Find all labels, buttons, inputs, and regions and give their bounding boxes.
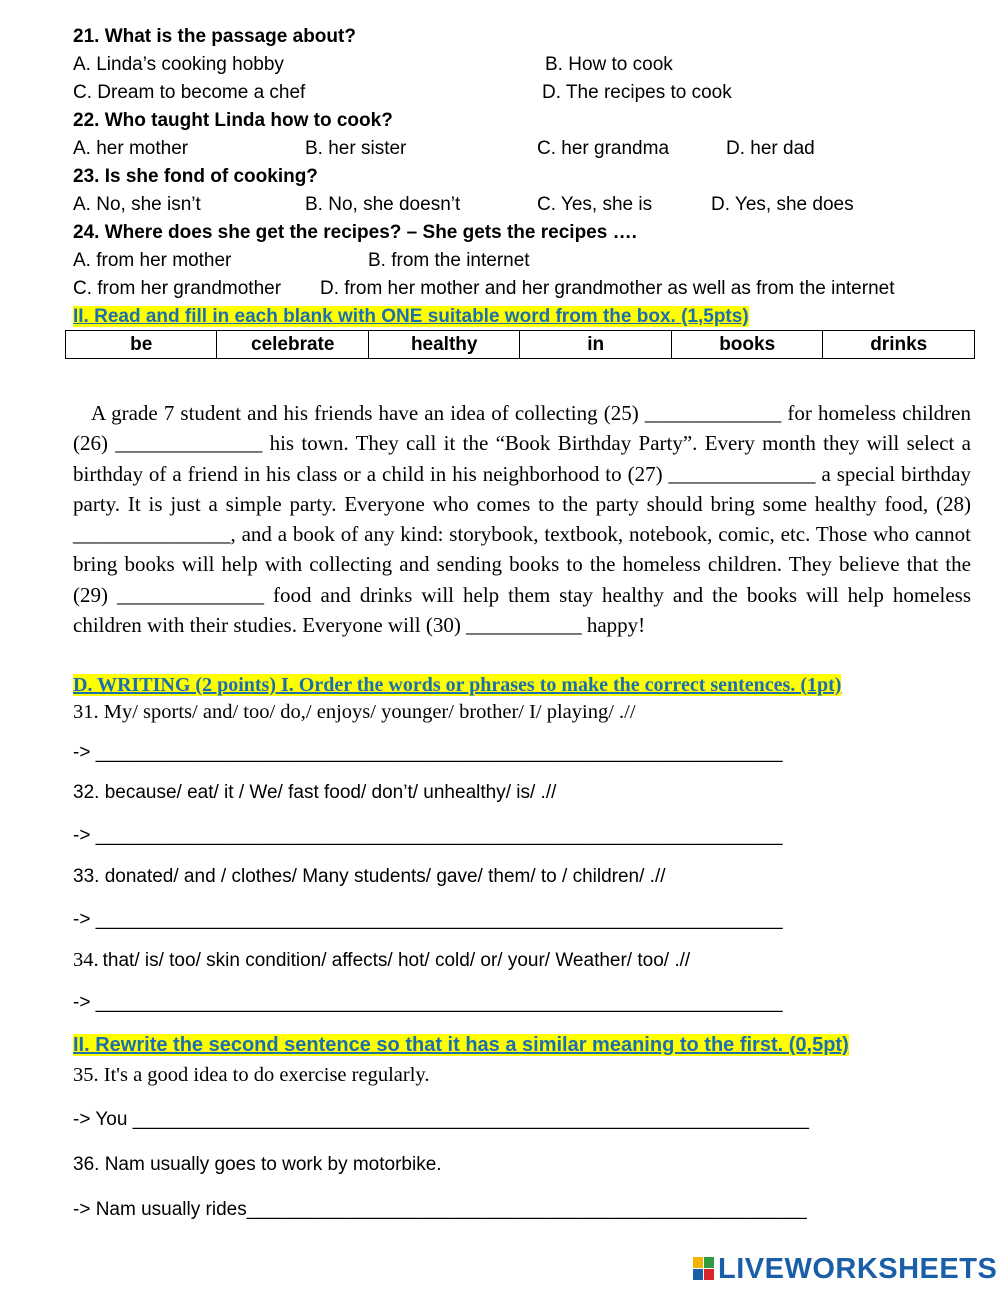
- question-22: 22. Who taught Linda how to cook?: [73, 110, 393, 131]
- word-box-cell: be: [66, 331, 217, 359]
- fill-section-heading-text: II. Read and fill in each blank with ONE suitable word from the box. (1,5pts): [73, 306, 749, 327]
- question-33: 33. donated/ and / clothes/ Many students/ gave/ them/ to / children/ .//: [73, 866, 666, 887]
- question-34-number: 34.: [73, 949, 99, 971]
- question-31: 31. My/ sports/ and/ too/ do,/ enjoys/ younger/ brother/ I/ playing/ .//: [73, 701, 636, 723]
- q21-option-d: D. The recipes to cook: [542, 82, 732, 103]
- q21-option-b: B. How to cook: [545, 54, 673, 75]
- q23-option-b: B. No, she doesn’t: [305, 194, 461, 215]
- answer-line-36[interactable]: -> Nam usually rides_____________________________________________________: [73, 1199, 807, 1220]
- question-32: 32. because/ eat/ it / We/ fast food/ don’t/ unhealthy/ is/ .//: [73, 782, 557, 803]
- q23-option-c: C. Yes, she is: [537, 194, 653, 215]
- answer-line-32[interactable]: -> _________________________________________________________________: [73, 825, 783, 846]
- q22-option-b: B. her sister: [305, 138, 407, 159]
- q21-option-c: C. Dream to become a chef: [73, 82, 306, 103]
- question-35: 35. It's a good idea to do exercise regularly.: [73, 1064, 430, 1086]
- word-box-cell: healthy: [368, 331, 519, 359]
- rewrite-heading: [73, 1031, 849, 1060]
- fill-section-heading: [73, 303, 749, 331]
- question-36: 36. Nam usually goes to work by motorbike.: [73, 1154, 442, 1175]
- writing-heading: [73, 671, 841, 699]
- writing-heading-text: D. WRITING (2 points) I. Order the words or phrases to make the correct sentences. (1pt): [73, 674, 842, 696]
- liveworksheets-logo: [693, 1252, 997, 1286]
- question-34: [73, 946, 690, 976]
- logo-text: LIVEWORKSHEETS: [718, 1253, 998, 1285]
- word-box: [65, 330, 975, 359]
- q24-option-a: A. from her mother: [73, 250, 232, 271]
- fill-passage: A grade 7 student and his friends have an idea of collecting (25) _____________ for homeless children (26) ______________ his town. They call it the “Book Birthday Party”. Every month they will select a birthday of a friend in his class or a child in his neighborhood to (27) ______________ a special birthday party. It is just a simple party. Everyone who comes to the party should bring some healthy food, (28) _______________, and a book of any kind: storybook, textbook, notebook, comic, etc. Those who cannot bring books will help with collecting and sending books to the homeless children. They believe that the (29) ______________ food and drinks will help them stay healthy and the books will help homeless children with their studies. Everyone will (30) ___________ happy!: [73, 401, 971, 638]
- question-21: 21. What is the passage about?: [73, 26, 356, 47]
- logo-grid-icon: [693, 1257, 715, 1281]
- q22-option-c: C. her grandma: [537, 138, 670, 159]
- question-24: 24. Where does she get the recipes? – She gets the recipes ….: [73, 222, 637, 243]
- answer-line-31[interactable]: -> _________________________________________________________________: [73, 742, 783, 763]
- q22-option-d: D. her dad: [726, 138, 815, 159]
- word-box-cell: drinks: [823, 331, 975, 359]
- q24-option-d: D. from her mother and her grandmother as well as from the internet: [320, 278, 895, 299]
- question-23: 23. Is she fond of cooking?: [73, 166, 318, 187]
- rewrite-heading-text: II. Rewrite the second sentence so that it has a similar meaning to the first. (0,5pt): [73, 1034, 849, 1056]
- answer-line-35[interactable]: -> You ________________________________________________________________: [73, 1109, 809, 1130]
- q24-option-b: B. from the internet: [368, 250, 530, 271]
- word-box-cell: in: [520, 331, 671, 359]
- word-box-cell: books: [671, 331, 822, 359]
- q23-option-d: D. Yes, she does: [711, 194, 854, 215]
- answer-line-33[interactable]: -> _________________________________________________________________: [73, 909, 783, 930]
- word-box-cell: celebrate: [217, 331, 368, 359]
- answer-line-34[interactable]: -> _________________________________________________________________: [73, 992, 783, 1013]
- q24-option-c: C. from her grandmother: [73, 278, 282, 299]
- q22-option-a: A. her mother: [73, 138, 189, 159]
- question-34-text: that/ is/ too/ skin condition/ affects/ hot/ cold/ or/ your/ Weather/ too/ .//: [102, 950, 691, 971]
- q21-option-a: A. Linda’s cooking hobby: [73, 54, 284, 75]
- q23-option-a: A. No, she isn’t: [73, 194, 201, 215]
